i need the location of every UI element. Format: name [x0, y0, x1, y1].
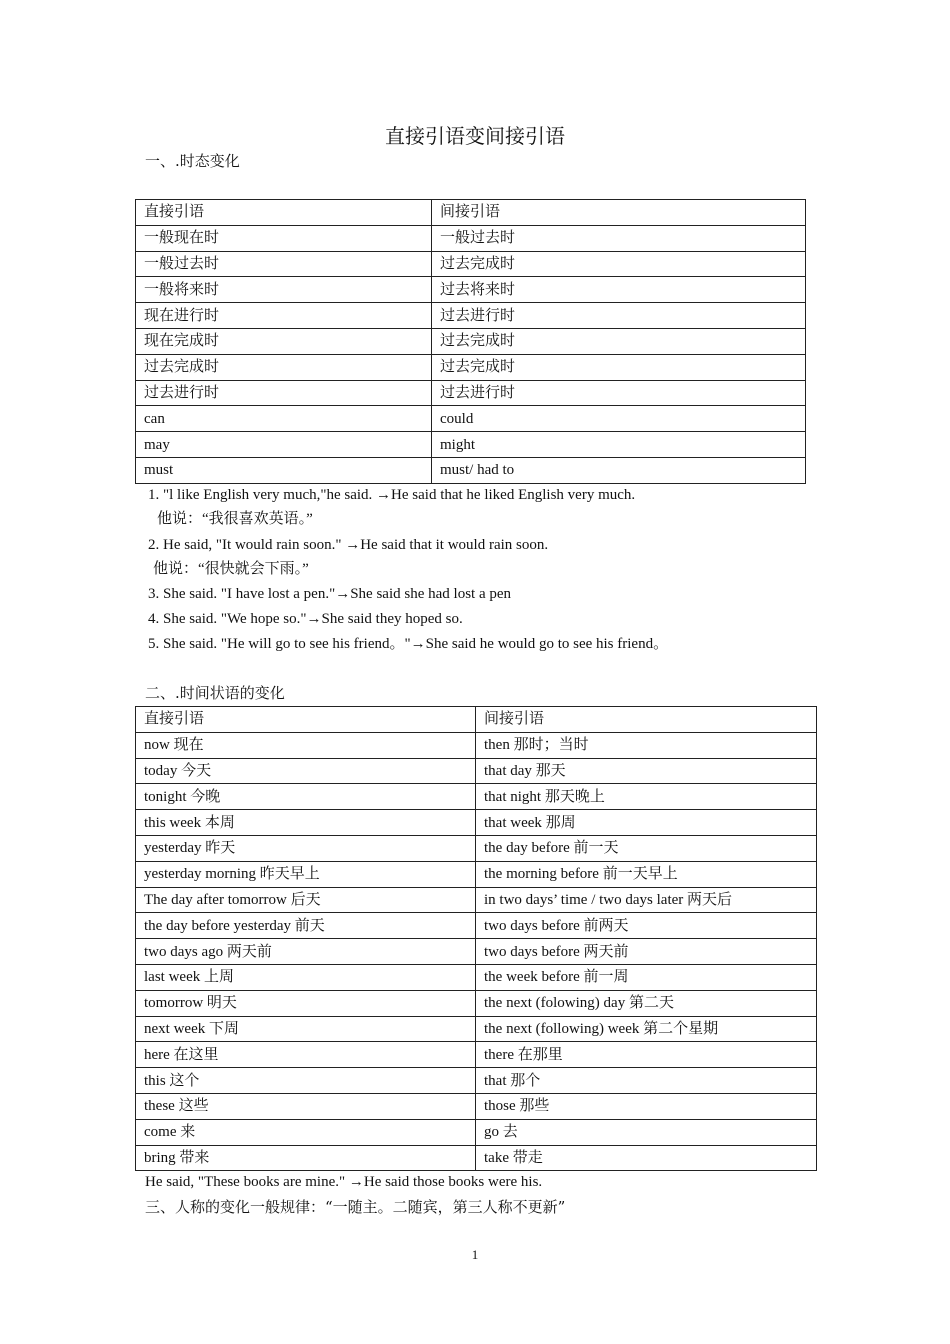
table-row	[136, 810, 817, 836]
indirect-speech-cell: might	[432, 432, 806, 458]
example-translation: 他说：“我很喜欢英语。”	[157, 511, 313, 527]
indirect-speech-cell: that night 那天晚上	[476, 784, 817, 810]
direct-speech-cell: last week 上周	[136, 964, 476, 990]
table-row	[136, 303, 806, 329]
indirect-speech-cell: 过去完成时	[432, 328, 806, 354]
table-row	[136, 354, 806, 380]
indirect-speech-cell: there 在那里	[476, 1042, 817, 1068]
table-row	[136, 913, 817, 939]
direct-speech-cell: this 这个	[136, 1068, 476, 1094]
direct-speech-cell: these 这些	[136, 1093, 476, 1119]
example-translation: 他说：“很快就会下雨。”	[153, 561, 309, 577]
indirect-speech-cell: that 那个	[476, 1068, 817, 1094]
page-title: 直接引语变间接引语	[385, 124, 565, 148]
example-line: He said, "These books are mine." →He said those books were his.	[145, 1174, 543, 1190]
indirect-speech-cell: go 去	[476, 1119, 817, 1145]
direct-speech-cell: 直接引语	[136, 707, 476, 733]
table-row	[136, 1016, 817, 1042]
indirect-speech-cell: then 那时；当时	[476, 732, 817, 758]
direct-speech-cell: tonight 今晚	[136, 784, 476, 810]
direct-speech-cell: 现在完成时	[136, 328, 432, 354]
direct-speech-cell: next week 下周	[136, 1016, 476, 1042]
direct-speech-cell: may	[136, 432, 432, 458]
table-header-row	[136, 707, 817, 733]
table-row	[136, 432, 806, 458]
section-heading-tense: 一、.时态变化	[145, 152, 240, 170]
table-row	[136, 887, 817, 913]
direct-speech-cell: today 今天	[136, 758, 476, 784]
direct-speech-cell: yesterday 昨天	[136, 835, 476, 861]
direct-speech-cell: 过去进行时	[136, 380, 432, 406]
direct-speech-cell: here 在这里	[136, 1042, 476, 1068]
indirect-speech-cell: 间接引语	[476, 707, 817, 733]
table-row	[136, 1145, 817, 1171]
direct-speech-cell: 现在进行时	[136, 303, 432, 329]
table-row	[136, 457, 806, 483]
table-row	[136, 406, 806, 432]
table-row	[136, 380, 806, 406]
direct-speech-cell: 一般将来时	[136, 277, 432, 303]
table-row	[136, 1093, 817, 1119]
table-row	[136, 990, 817, 1016]
indirect-speech-cell: 过去将来时	[432, 277, 806, 303]
example-line: 4. She said. "We hope so."→She said they hoped so.	[148, 611, 463, 627]
table-row	[136, 939, 817, 965]
indirect-speech-cell: the next (following) week 第二个星期	[476, 1016, 817, 1042]
direct-speech-cell: must	[136, 457, 432, 483]
example-line: 5. She said. "He will go to see his friend。"→She said he would go to see his friend。	[148, 636, 669, 652]
direct-speech-cell: bring 带来	[136, 1145, 476, 1171]
indirect-speech-cell: 一般过去时	[432, 225, 806, 251]
table-row	[136, 964, 817, 990]
indirect-speech-cell: those 那些	[476, 1093, 817, 1119]
direct-speech-cell: two days ago 两天前	[136, 939, 476, 965]
indirect-speech-cell: could	[432, 406, 806, 432]
table-row	[136, 225, 806, 251]
table-header-row	[136, 200, 806, 226]
indirect-speech-cell: must/ had to	[432, 457, 806, 483]
example-line: 2. He said, "It would rain soon." →He said that it would rain soon.	[148, 537, 549, 553]
indirect-speech-cell: the week before 前一周	[476, 964, 817, 990]
indirect-speech-cell: that week 那周	[476, 810, 817, 836]
indirect-speech-cell: 过去进行时	[432, 380, 806, 406]
table-row	[136, 1042, 817, 1068]
table-row	[136, 251, 806, 277]
table-row	[136, 277, 806, 303]
indirect-speech-cell: 过去进行时	[432, 303, 806, 329]
indirect-speech-cell: that day 那天	[476, 758, 817, 784]
direct-speech-cell: yesterday morning 昨天早上	[136, 861, 476, 887]
direct-speech-cell: this week 本周	[136, 810, 476, 836]
example-line: 3. She said. "I have lost a pen."→She said she had lost a pen	[148, 586, 512, 602]
table-row	[136, 328, 806, 354]
table-row	[136, 861, 817, 887]
table-row	[136, 835, 817, 861]
indirect-speech-cell: two days before 前两天	[476, 913, 817, 939]
indirect-speech-cell: the day before 前一天	[476, 835, 817, 861]
section-heading-time: 二、.时间状语的变化	[145, 684, 285, 702]
direct-speech-cell: can	[136, 406, 432, 432]
time-adverbial-table	[135, 706, 817, 1171]
indirect-speech-cell: 过去完成时	[432, 354, 806, 380]
indirect-speech-cell: take 带走	[476, 1145, 817, 1171]
indirect-speech-cell: in two days’ time / two days later 两天后	[476, 887, 817, 913]
direct-speech-cell: 直接引语	[136, 200, 432, 226]
direct-speech-cell: The day after tomorrow 后天	[136, 887, 476, 913]
table-row	[136, 758, 817, 784]
example-line: 1. "l like English very much,"he said. →He said that he liked English very much.	[148, 487, 636, 503]
indirect-speech-cell: 间接引语	[432, 200, 806, 226]
indirect-speech-cell: the morning before 前一天早上	[476, 861, 817, 887]
table-row	[136, 732, 817, 758]
indirect-speech-cell: the next (folowing) day 第二天	[476, 990, 817, 1016]
table-row	[136, 784, 817, 810]
direct-speech-cell: tomorrow 明天	[136, 990, 476, 1016]
direct-speech-cell: the day before yesterday 前天	[136, 913, 476, 939]
tense-change-table	[135, 199, 806, 484]
direct-speech-cell: now 现在	[136, 732, 476, 758]
direct-speech-cell: 一般现在时	[136, 225, 432, 251]
table-row	[136, 1068, 817, 1094]
section-heading-person: 三、人称的变化一般规律：“一随主。二随宾，第三人称不更新”	[145, 1198, 566, 1216]
indirect-speech-cell: 过去完成时	[432, 251, 806, 277]
direct-speech-cell: 一般过去时	[136, 251, 432, 277]
page-number: 1	[471, 1247, 479, 1262]
direct-speech-cell: 过去完成时	[136, 354, 432, 380]
table-row	[136, 1119, 817, 1145]
indirect-speech-cell: two days before 两天前	[476, 939, 817, 965]
direct-speech-cell: come 来	[136, 1119, 476, 1145]
